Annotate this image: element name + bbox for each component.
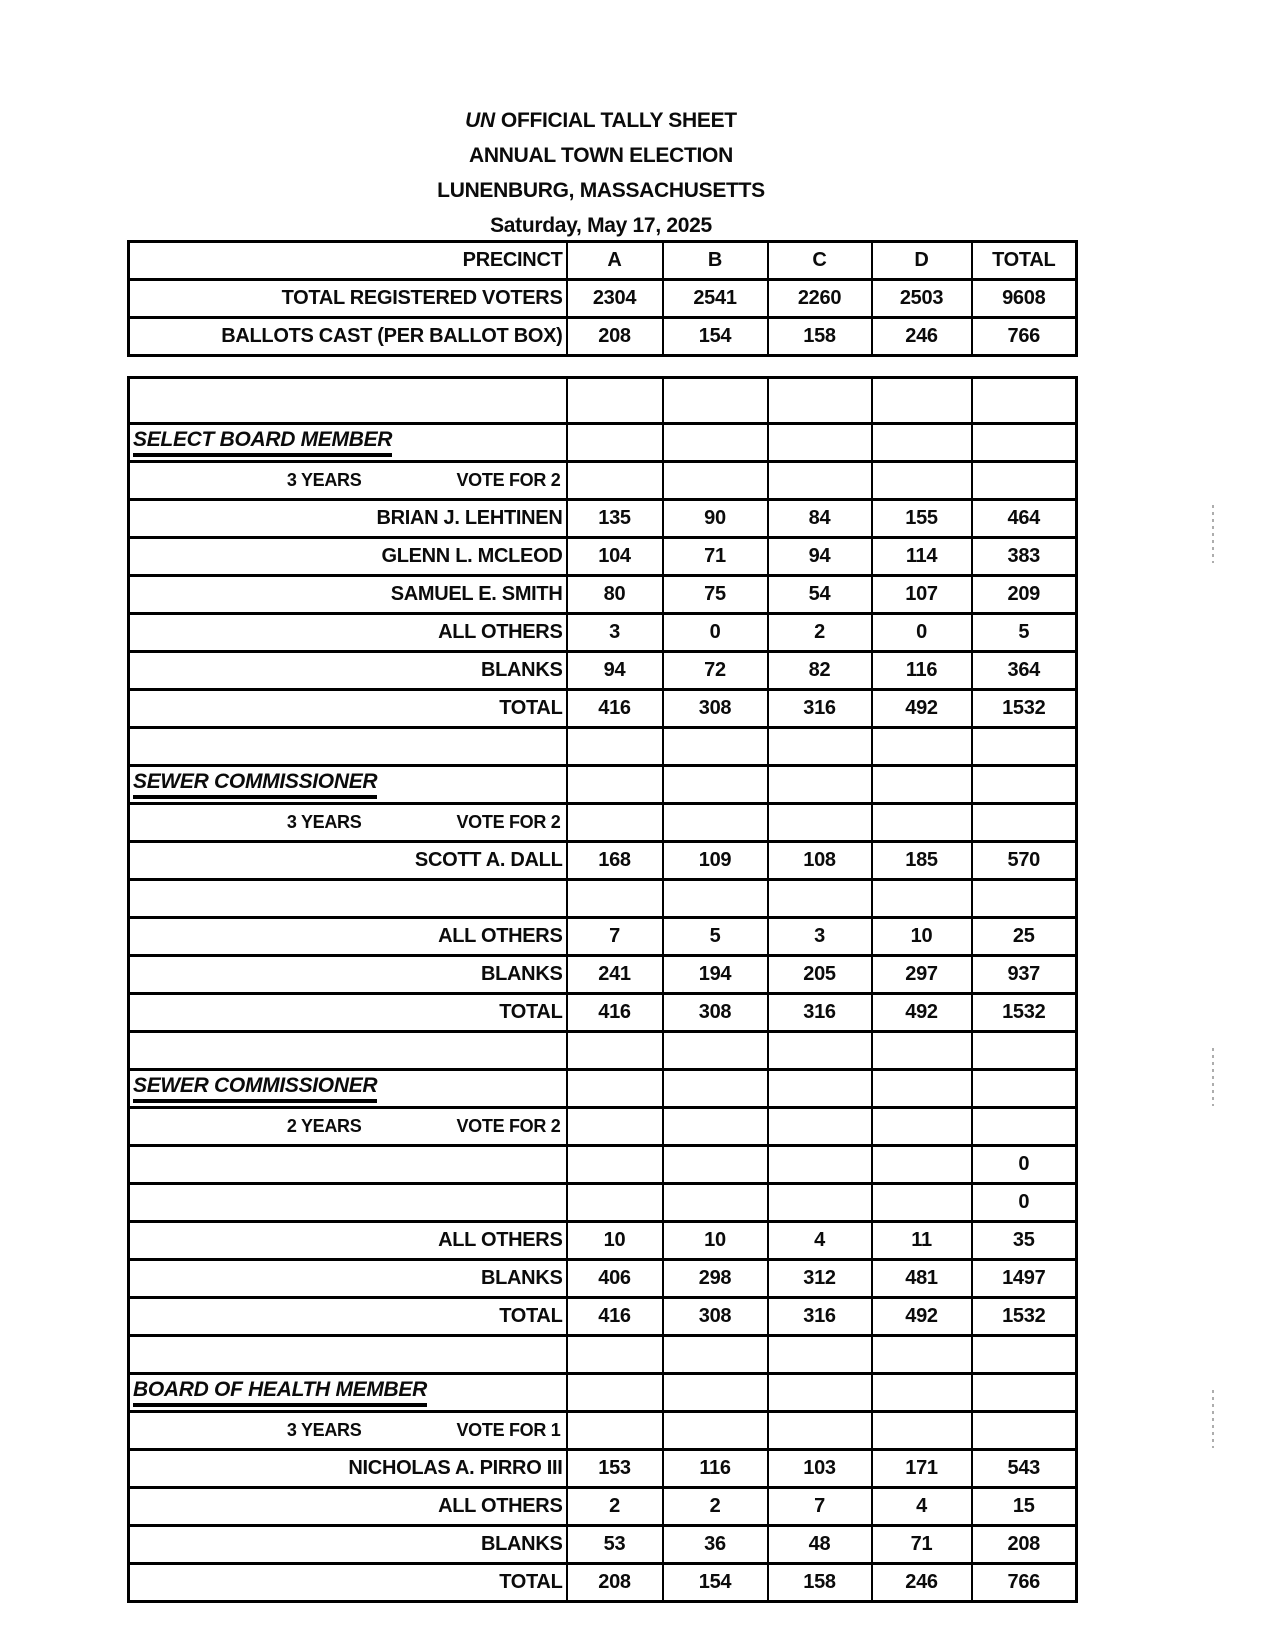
term-vote-row xyxy=(129,1412,1077,1450)
vote-count-cell: 94 xyxy=(768,538,872,576)
summary-row xyxy=(129,318,1077,356)
vote-count-cell xyxy=(872,728,972,766)
vote-count-cell xyxy=(663,1108,768,1146)
table-row xyxy=(129,956,1077,994)
vote-count-cell xyxy=(768,1374,872,1412)
vote-count-cell: 25 xyxy=(972,918,1077,956)
document-header xyxy=(127,103,1075,243)
vote-count-cell xyxy=(768,378,872,424)
vote-count-cell xyxy=(567,766,663,804)
vote-count-cell: 116 xyxy=(872,652,972,690)
vote-count-cell: 481 xyxy=(872,1260,972,1298)
vote-count-cell xyxy=(663,1336,768,1374)
vote-count-cell xyxy=(663,1032,768,1070)
vote-count-cell xyxy=(872,804,972,842)
vote-count-cell: 308 xyxy=(663,1298,768,1336)
column-header-a: A xyxy=(567,242,663,280)
vote-count-cell: 1532 xyxy=(972,1298,1077,1336)
town-name: LUNENBURG, MASSACHUSETTS xyxy=(437,179,765,202)
vote-count-cell xyxy=(768,804,872,842)
vote-count-cell xyxy=(567,728,663,766)
vote-count-cell: 364 xyxy=(972,652,1077,690)
section-header-row xyxy=(129,766,1077,804)
vote-count-cell xyxy=(972,766,1077,804)
section-cell xyxy=(129,1070,567,1108)
vote-count-cell: 492 xyxy=(872,994,972,1032)
row-label xyxy=(129,378,567,424)
summary-table xyxy=(127,240,1078,357)
vote-count-cell xyxy=(768,1070,872,1108)
summary-value-cell: 766 xyxy=(972,318,1077,356)
table-row xyxy=(129,1222,1077,1260)
vote-count-cell xyxy=(872,766,972,804)
row-label: BLANKS xyxy=(129,1526,567,1564)
vote-count-cell: 308 xyxy=(663,690,768,728)
vote-count-cell: 10 xyxy=(567,1222,663,1260)
table-row xyxy=(129,576,1077,614)
vote-count-cell xyxy=(972,728,1077,766)
row-label: SAMUEL E. SMITH xyxy=(129,576,567,614)
precinct-header-label: PRECINCT xyxy=(129,242,567,280)
vote-count-cell xyxy=(872,378,972,424)
summary-row-label: TOTAL REGISTERED VOTERS xyxy=(129,280,567,318)
row-label: TOTAL xyxy=(129,690,567,728)
summary-value-cell: 2260 xyxy=(768,280,872,318)
vote-count-cell: 1532 xyxy=(972,690,1077,728)
summary-header-row xyxy=(129,242,1077,280)
table-row xyxy=(129,538,1077,576)
vote-count-cell xyxy=(567,1032,663,1070)
row-label: BRIAN J. LEHTINEN xyxy=(129,500,567,538)
vote-count-cell xyxy=(567,1108,663,1146)
vote-count-cell: 205 xyxy=(768,956,872,994)
vote-count-cell xyxy=(663,424,768,462)
table-row xyxy=(129,1184,1077,1222)
vote-count-cell: 316 xyxy=(768,690,872,728)
vote-count-cell: 0 xyxy=(972,1184,1077,1222)
blank-row xyxy=(129,728,1077,766)
vote-count-cell: 107 xyxy=(872,576,972,614)
table-row xyxy=(129,1260,1077,1298)
vote-count-cell: 1497 xyxy=(972,1260,1077,1298)
vote-count-cell: 312 xyxy=(768,1260,872,1298)
vote-count-cell: 937 xyxy=(972,956,1077,994)
vote-count-cell: 492 xyxy=(872,690,972,728)
row-label: ALL OTHERS xyxy=(129,614,567,652)
scan-artifact xyxy=(1212,1390,1214,1448)
vote-count-cell xyxy=(768,1108,872,1146)
vote-count-cell: 208 xyxy=(972,1526,1077,1564)
vote-count-cell: 2 xyxy=(768,614,872,652)
vote-count-cell: 114 xyxy=(872,538,972,576)
row-label xyxy=(129,1146,567,1184)
row-label: TOTAL xyxy=(129,1564,567,1602)
vote-count-cell: 766 xyxy=(972,1564,1077,1602)
term-vote-row xyxy=(129,804,1077,842)
election-name: ANNUAL TOWN ELECTION xyxy=(469,144,733,167)
vote-count-cell: 10 xyxy=(872,918,972,956)
vote-count-cell: 241 xyxy=(567,956,663,994)
vote-count-cell xyxy=(663,1184,768,1222)
results-table xyxy=(127,376,1078,1603)
vote-count-cell xyxy=(567,1336,663,1374)
row-label xyxy=(129,728,567,766)
vote-count-cell: 116 xyxy=(663,1450,768,1488)
vote-count-cell xyxy=(663,728,768,766)
vote-count-cell: 104 xyxy=(567,538,663,576)
table-row xyxy=(129,1488,1077,1526)
election-date: Saturday, May 17, 2025 xyxy=(490,214,712,237)
vote-count-cell: 2 xyxy=(663,1488,768,1526)
vote-count-cell xyxy=(768,1184,872,1222)
term-label: 3 YEARS xyxy=(286,812,362,832)
row-label: BLANKS xyxy=(129,1260,567,1298)
term-vote-cell xyxy=(129,804,567,842)
vote-count-cell xyxy=(567,880,663,918)
document-title xyxy=(127,103,1075,138)
vote-count-cell xyxy=(872,1108,972,1146)
table-row xyxy=(129,500,1077,538)
vote-count-cell: 297 xyxy=(872,956,972,994)
vote-count-cell: 316 xyxy=(768,1298,872,1336)
vote-count-cell: 416 xyxy=(567,994,663,1032)
vote-count-cell: 0 xyxy=(872,614,972,652)
vote-count-cell: 406 xyxy=(567,1260,663,1298)
vote-count-cell xyxy=(972,1374,1077,1412)
vote-count-cell: 1532 xyxy=(972,994,1077,1032)
vote-count-cell xyxy=(872,880,972,918)
vote-for-label: VOTE FOR 1 xyxy=(456,1420,561,1440)
vote-count-cell: 308 xyxy=(663,994,768,1032)
vote-count-cell: 570 xyxy=(972,842,1077,880)
scan-artifact xyxy=(1212,1048,1214,1106)
table-row xyxy=(129,1450,1077,1488)
vote-count-cell: 7 xyxy=(768,1488,872,1526)
vote-count-cell xyxy=(872,1146,972,1184)
vote-count-cell xyxy=(663,804,768,842)
vote-count-cell: 208 xyxy=(567,1564,663,1602)
row-label: SCOTT A. DALL xyxy=(129,842,567,880)
vote-count-cell: 158 xyxy=(768,1564,872,1602)
vote-count-cell: 246 xyxy=(872,1564,972,1602)
vote-count-cell: 194 xyxy=(663,956,768,994)
vote-count-cell xyxy=(768,1032,872,1070)
summary-row-label: BALLOTS CAST (PER BALLOT BOX) xyxy=(129,318,567,356)
vote-count-cell: 84 xyxy=(768,500,872,538)
vote-count-cell xyxy=(872,1032,972,1070)
vote-count-cell: 0 xyxy=(663,614,768,652)
vote-count-cell xyxy=(972,1108,1077,1146)
vote-count-cell: 72 xyxy=(663,652,768,690)
vote-count-cell: 90 xyxy=(663,500,768,538)
vote-count-cell: 383 xyxy=(972,538,1077,576)
vote-count-cell: 316 xyxy=(768,994,872,1032)
vote-count-cell xyxy=(663,766,768,804)
vote-for-label: VOTE FOR 2 xyxy=(456,1116,561,1136)
section-title: SEWER COMMISSIONER xyxy=(133,770,377,799)
summary-value-cell: 208 xyxy=(567,318,663,356)
vote-count-cell: 4 xyxy=(872,1488,972,1526)
vote-count-cell xyxy=(768,462,872,500)
term-vote-wrap xyxy=(133,1109,563,1144)
row-label xyxy=(129,880,567,918)
vote-count-cell xyxy=(768,880,872,918)
vote-count-cell: 3 xyxy=(567,614,663,652)
vote-count-cell: 71 xyxy=(663,538,768,576)
column-header-b: B xyxy=(663,242,768,280)
vote-count-cell xyxy=(872,1070,972,1108)
vote-count-cell xyxy=(567,804,663,842)
section-title: SELECT BOARD MEMBER xyxy=(133,428,392,457)
column-header-c: C xyxy=(768,242,872,280)
vote-for-label: VOTE FOR 2 xyxy=(456,470,561,490)
term-vote-wrap xyxy=(133,1413,563,1448)
vote-count-cell: 135 xyxy=(567,500,663,538)
column-header-d: D xyxy=(872,242,972,280)
vote-count-cell: 94 xyxy=(567,652,663,690)
vote-count-cell: 155 xyxy=(872,500,972,538)
vote-count-cell: 35 xyxy=(972,1222,1077,1260)
vote-count-cell: 103 xyxy=(768,1450,872,1488)
vote-count-cell: 71 xyxy=(872,1526,972,1564)
blank-row xyxy=(129,1032,1077,1070)
row-label xyxy=(129,1184,567,1222)
term-vote-row xyxy=(129,1108,1077,1146)
table-row xyxy=(129,880,1077,918)
summary-value-cell: 154 xyxy=(663,318,768,356)
vote-count-cell: 153 xyxy=(567,1450,663,1488)
term-vote-cell xyxy=(129,1108,567,1146)
term-vote-wrap xyxy=(133,463,563,498)
vote-count-cell: 3 xyxy=(768,918,872,956)
vote-count-cell xyxy=(768,766,872,804)
vote-count-cell: 109 xyxy=(663,842,768,880)
vote-count-cell: 185 xyxy=(872,842,972,880)
vote-count-cell: 209 xyxy=(972,576,1077,614)
row-label: ALL OTHERS xyxy=(129,918,567,956)
row-label: TOTAL xyxy=(129,994,567,1032)
vote-count-cell xyxy=(972,462,1077,500)
section-header-row xyxy=(129,1374,1077,1412)
vote-count-cell: 53 xyxy=(567,1526,663,1564)
row-label xyxy=(129,1336,567,1374)
vote-count-cell xyxy=(663,1146,768,1184)
section-cell xyxy=(129,424,567,462)
vote-count-cell xyxy=(663,1412,768,1450)
vote-count-cell: 75 xyxy=(663,576,768,614)
vote-count-cell: 154 xyxy=(663,1564,768,1602)
row-label: ALL OTHERS xyxy=(129,1488,567,1526)
table-row xyxy=(129,1298,1077,1336)
summary-value-cell: 2541 xyxy=(663,280,768,318)
vote-count-cell xyxy=(768,728,872,766)
table-row xyxy=(129,1564,1077,1602)
vote-count-cell: 168 xyxy=(567,842,663,880)
vote-count-cell xyxy=(567,1412,663,1450)
row-label: NICHOLAS A. PIRRO III xyxy=(129,1450,567,1488)
section-cell xyxy=(129,766,567,804)
row-label: BLANKS xyxy=(129,652,567,690)
vote-count-cell: 543 xyxy=(972,1450,1077,1488)
vote-count-cell: 464 xyxy=(972,500,1077,538)
vote-count-cell xyxy=(663,378,768,424)
vote-count-cell xyxy=(972,880,1077,918)
table-row xyxy=(129,1526,1077,1564)
section-title: SEWER COMMISSIONER xyxy=(133,1074,377,1103)
vote-count-cell: 416 xyxy=(567,1298,663,1336)
blank-row xyxy=(129,378,1077,424)
vote-count-cell xyxy=(567,1070,663,1108)
vote-count-cell: 10 xyxy=(663,1222,768,1260)
term-vote-row xyxy=(129,462,1077,500)
vote-count-cell: 0 xyxy=(972,1146,1077,1184)
vote-count-cell xyxy=(972,804,1077,842)
summary-value-cell: 9608 xyxy=(972,280,1077,318)
blank-row xyxy=(129,1336,1077,1374)
vote-count-cell xyxy=(872,462,972,500)
vote-count-cell: 11 xyxy=(872,1222,972,1260)
vote-count-cell xyxy=(663,880,768,918)
row-label: BLANKS xyxy=(129,956,567,994)
vote-count-cell: 80 xyxy=(567,576,663,614)
vote-count-cell: 108 xyxy=(768,842,872,880)
table-row xyxy=(129,690,1077,728)
summary-value-cell: 158 xyxy=(768,318,872,356)
vote-count-cell xyxy=(567,1184,663,1222)
vote-count-cell: 5 xyxy=(972,614,1077,652)
summary-row xyxy=(129,280,1077,318)
vote-count-cell: 171 xyxy=(872,1450,972,1488)
vote-count-cell xyxy=(567,462,663,500)
vote-count-cell: 492 xyxy=(872,1298,972,1336)
vote-count-cell: 36 xyxy=(663,1526,768,1564)
vote-count-cell: 15 xyxy=(972,1488,1077,1526)
vote-count-cell xyxy=(768,1412,872,1450)
table-row xyxy=(129,1146,1077,1184)
vote-for-label: VOTE FOR 2 xyxy=(456,812,561,832)
vote-count-cell: 7 xyxy=(567,918,663,956)
vote-count-cell xyxy=(972,1336,1077,1374)
table-row xyxy=(129,652,1077,690)
vote-count-cell: 2 xyxy=(567,1488,663,1526)
row-label: GLENN L. MCLEOD xyxy=(129,538,567,576)
title-unofficial-prefix: UN xyxy=(465,109,495,132)
column-header-total: TOTAL xyxy=(972,242,1077,280)
summary-value-cell: 2304 xyxy=(567,280,663,318)
vote-count-cell xyxy=(768,1336,872,1374)
vote-count-cell: 48 xyxy=(768,1526,872,1564)
vote-count-cell: 4 xyxy=(768,1222,872,1260)
section-title: BOARD OF HEALTH MEMBER xyxy=(133,1378,427,1407)
vote-count-cell xyxy=(872,1412,972,1450)
vote-count-cell: 5 xyxy=(663,918,768,956)
row-label xyxy=(129,1032,567,1070)
vote-count-cell xyxy=(663,462,768,500)
vote-count-cell xyxy=(872,1336,972,1374)
summary-value-cell: 246 xyxy=(872,318,972,356)
vote-count-cell xyxy=(972,424,1077,462)
term-label: 2 YEARS xyxy=(286,1116,362,1136)
term-label: 3 YEARS xyxy=(286,470,362,490)
vote-count-cell xyxy=(972,1412,1077,1450)
section-header-row xyxy=(129,424,1077,462)
vote-count-cell xyxy=(663,1374,768,1412)
vote-count-cell xyxy=(567,1146,663,1184)
vote-count-cell: 82 xyxy=(768,652,872,690)
vote-count-cell: 298 xyxy=(663,1260,768,1298)
table-row xyxy=(129,994,1077,1032)
vote-count-cell xyxy=(567,424,663,462)
vote-count-cell xyxy=(768,1146,872,1184)
vote-count-cell xyxy=(567,378,663,424)
term-vote-wrap xyxy=(133,805,563,840)
vote-count-cell xyxy=(567,1374,663,1412)
title-rest: OFFICIAL TALLY SHEET xyxy=(500,109,737,132)
table-row xyxy=(129,918,1077,956)
table-row xyxy=(129,614,1077,652)
row-label: TOTAL xyxy=(129,1298,567,1336)
vote-count-cell xyxy=(972,378,1077,424)
vote-count-cell xyxy=(972,1032,1077,1070)
vote-count-cell xyxy=(872,1184,972,1222)
term-vote-cell xyxy=(129,462,567,500)
table-row xyxy=(129,842,1077,880)
scan-artifact xyxy=(1212,505,1214,563)
vote-count-cell: 416 xyxy=(567,690,663,728)
term-vote-cell xyxy=(129,1412,567,1450)
vote-count-cell xyxy=(872,1374,972,1412)
summary-value-cell: 2503 xyxy=(872,280,972,318)
vote-count-cell xyxy=(972,1070,1077,1108)
section-header-row xyxy=(129,1070,1077,1108)
row-label: ALL OTHERS xyxy=(129,1222,567,1260)
vote-count-cell xyxy=(768,424,872,462)
term-label: 3 YEARS xyxy=(286,1420,362,1440)
vote-count-cell: 54 xyxy=(768,576,872,614)
vote-count-cell xyxy=(663,1070,768,1108)
section-cell xyxy=(129,1374,567,1412)
vote-count-cell xyxy=(872,424,972,462)
